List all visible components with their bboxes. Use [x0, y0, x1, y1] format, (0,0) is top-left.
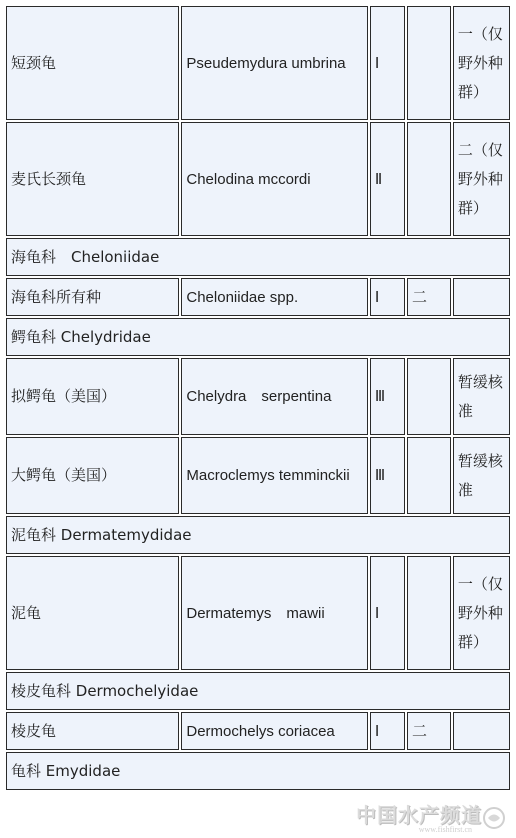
appendix: Ⅰ [370, 712, 405, 750]
family-row [6, 672, 510, 710]
table-row [6, 358, 510, 435]
appendix: Ⅱ [370, 122, 405, 236]
table-row [6, 6, 510, 120]
watermark-url: www.fishfirst.cn [418, 825, 472, 834]
latin-name: Chelydra serpentina [181, 358, 368, 435]
fish-logo-icon [482, 806, 506, 830]
note: 一（仅野外种群） [453, 556, 510, 670]
note: 暂缓核准 [453, 437, 510, 514]
latin-name: Dermatemys mawii [181, 556, 368, 670]
note [453, 712, 510, 750]
protection-class: 二 [407, 712, 451, 750]
appendix: Ⅲ [370, 358, 405, 435]
protection-class [407, 437, 451, 514]
table-row [6, 437, 510, 514]
family-name: 鳄龟科 Chelydridae [6, 318, 510, 356]
family-name: 海龟科 Cheloniidae [6, 238, 510, 276]
appendix: Ⅰ [370, 556, 405, 670]
species-table [4, 4, 512, 792]
watermark-text: 中国水产频道 [356, 803, 482, 827]
chinese-name: 海龟科所有种 [6, 278, 179, 316]
watermark [332, 800, 512, 836]
latin-name: Cheloniidae spp. [181, 278, 368, 316]
protection-class: 二 [407, 278, 451, 316]
appendix: Ⅰ [370, 6, 405, 120]
protection-class [407, 6, 451, 120]
appendix: Ⅰ [370, 278, 405, 316]
latin-name: Macroclemys temminckii [181, 437, 368, 514]
chinese-name: 麦氏长颈龟 [6, 122, 179, 236]
chinese-name: 棱皮龟 [6, 712, 179, 750]
family-row [6, 318, 510, 356]
note [453, 278, 510, 316]
chinese-name: 泥龟 [6, 556, 179, 670]
protection-class [407, 556, 451, 670]
protection-class [407, 358, 451, 435]
family-name: 泥龟科 Dermatemydidae [6, 516, 510, 554]
protection-class [407, 122, 451, 236]
family-name: 龟科 Emydidae [6, 752, 510, 790]
latin-name: Pseudemydura umbrina [181, 6, 368, 120]
family-name: 棱皮龟科 Dermochelyidae [6, 672, 510, 710]
note: 二（仅野外种群） [453, 122, 510, 236]
appendix: Ⅲ [370, 437, 405, 514]
note: 暂缓核准 [453, 358, 510, 435]
table-row [6, 556, 510, 670]
table-row [6, 278, 510, 316]
family-row [6, 752, 510, 790]
family-row [6, 238, 510, 276]
latin-name: Dermochelys coriacea [181, 712, 368, 750]
chinese-name: 短颈龟 [6, 6, 179, 120]
family-row [6, 516, 510, 554]
latin-name: Chelodina mccordi [181, 122, 368, 236]
note: 一（仅野外种群） [453, 6, 510, 120]
chinese-name: 大鳄龟（美国） [6, 437, 179, 514]
table-row [6, 122, 510, 236]
table-row [6, 712, 510, 750]
chinese-name: 拟鳄龟（美国） [6, 358, 179, 435]
